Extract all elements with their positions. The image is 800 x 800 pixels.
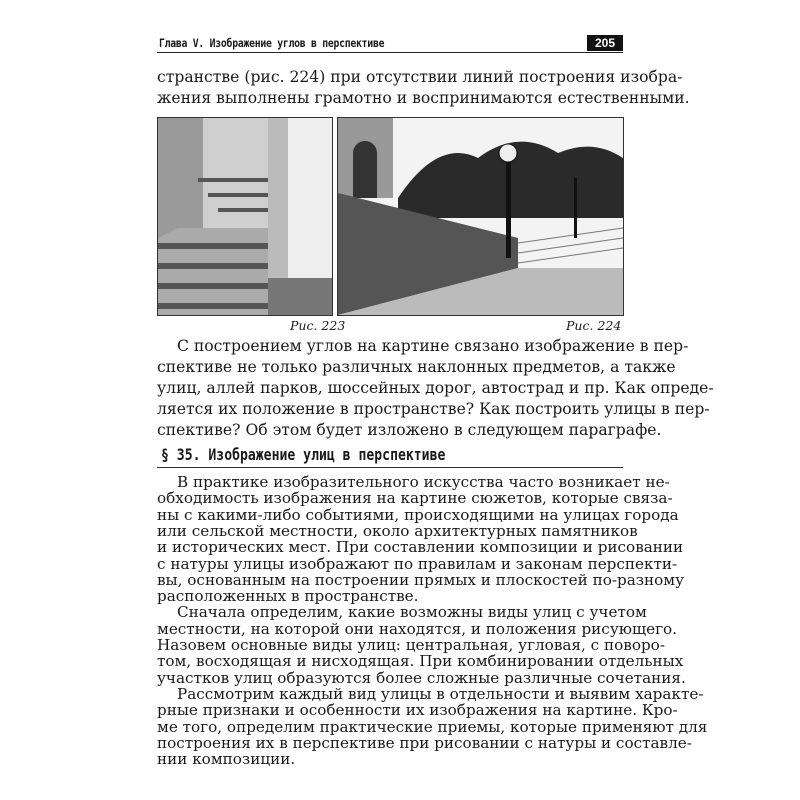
text-line: и исторических мест. При составлении композиции и рисовании <box>157 538 684 557</box>
text-line: местности, на которой они находятся, и положения рисующего. <box>157 619 678 638</box>
text-line: жения выполнены грамотно и воспринимаются естественными. <box>157 89 690 107</box>
figure-caption: Рис. 224 <box>566 318 622 333</box>
text-line: Назовем основные виды улиц: центральная, угловая, с поворо- <box>157 636 665 654</box>
text-line: том, восходящая и нисходящая. При комбинировании отдельных <box>157 652 684 671</box>
page-number: 205 <box>587 35 623 51</box>
text-line: странстве (рис. 224) при отсутствии линий построения изобра- <box>157 68 683 86</box>
running-header <box>157 36 623 53</box>
text-line: или сельской местности, около архитектурных памятников <box>157 521 638 540</box>
text-line: участков улиц образуются более сложные различные сочетания. <box>157 668 686 687</box>
text-line: ны с какими-либо событиями, происходящими на улицах города <box>157 505 679 524</box>
text-line: нии композиции. <box>157 750 296 769</box>
text-line: Сначала определим, какие возможны виды улиц с учетом <box>177 603 647 622</box>
text-line: ляется их положение в пространстве? Как построить улицы в пер- <box>157 400 710 418</box>
text-line: с натуры улицы изображают по правилам и законам перспекти- <box>157 554 678 573</box>
text-line: вы, основанным на построении прямых и плоскостей по-разному <box>157 570 685 589</box>
section-heading <box>157 445 623 468</box>
section-heading-text: § 35. Изображение улиц в перспективе <box>161 445 446 464</box>
text-line: улиц, аллей парков, шоссейных дорог, автострад и пр. Как опреде- <box>157 379 714 397</box>
text-line: расположенных в пространстве. <box>157 587 419 606</box>
text-line: построения их в перспективе при рисовании с натуры и составле- <box>157 733 692 752</box>
figure-caption: Рис. 223 <box>290 318 346 333</box>
text-line: ме того, определим практические приемы, которые применяют для <box>157 717 708 736</box>
text-line: рные признаки и особенности их изображения на картине. Кро- <box>157 701 678 720</box>
text-line: Рассмотрим каждый вид улицы в отдельности и выявим характе- <box>177 684 704 703</box>
chapter-title: Глава V. Изображение углов в перспективе <box>159 36 385 50</box>
text-line: спективе не только различных наклонных предметов, а также <box>157 358 676 376</box>
text-line: спективе? Об этом будет изложено в следующем параграфе. <box>157 421 662 439</box>
text-line: обходимость изображения на картине сюжетов, которые связа- <box>157 489 673 508</box>
text-line: С построением углов на картине связано изображение в пер- <box>177 337 689 355</box>
figure-224-street-stairs <box>337 117 624 316</box>
figure-223-staircase <box>157 117 333 316</box>
text-line: В практике изобразительного искусства часто возникает не- <box>177 473 670 491</box>
